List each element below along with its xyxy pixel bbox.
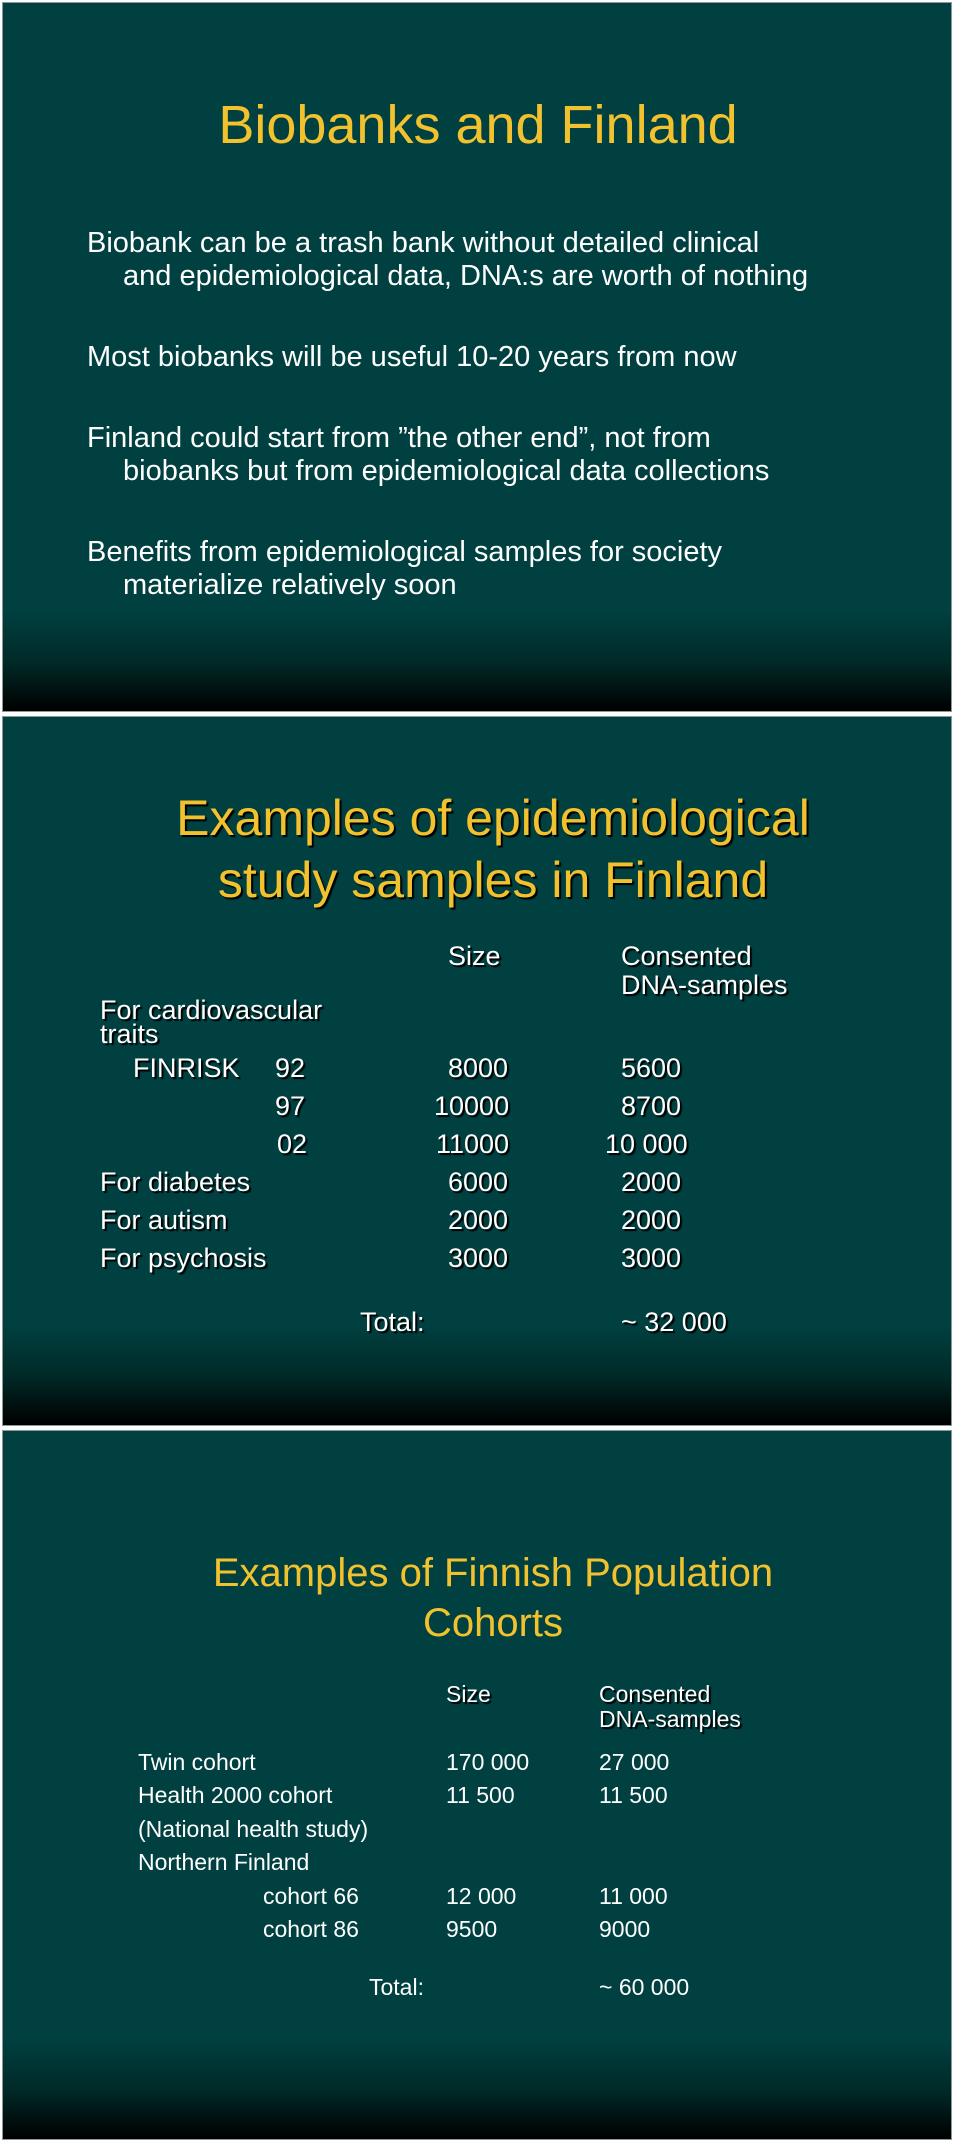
bullet-text: Finland could start from ”the other end”, not from [87,422,711,454]
slide1-bullet-1 [87,227,947,293]
column-header-dna-line1: Consented [621,941,752,971]
group-label-cardiovascular: For cardiovascular [100,995,323,1025]
slide1-title: Biobanks and Finland [218,95,738,155]
bullet-text: Benefits from epidemiological samples for society [87,536,723,568]
bullet-text: Most biobanks will be useful 10-20 years from now [87,341,737,373]
row-dna: 10 000 [605,1129,688,1159]
total-value: ~ 32 000 [621,1307,727,1337]
row-label: 92 [275,1053,306,1083]
column-header-size: Size [446,1681,491,1707]
slide1-bullet-2 [87,341,947,374]
row-dna: 8700 [621,1091,682,1121]
slide2-title-line1: Examples of epidemiological [176,790,810,846]
row-size: 3000 [448,1243,509,1273]
slide3-title-line2: Cohorts [422,1601,564,1645]
row-label: Health 2000 cohort [138,1782,333,1808]
row-label: 97 [275,1091,306,1121]
group-label-cardiovascular-cont: traits [100,1019,159,1049]
row-size: 9500 [446,1916,498,1942]
row-label: Twin cohort [138,1749,256,1775]
row-dna: 5600 [621,1053,682,1083]
slide1-bullet-4 [87,536,947,602]
row-size: 170 000 [446,1749,530,1775]
row-dna: 11 500 [599,1782,668,1808]
column-header-dna-line2: DNA-samples [621,970,788,1000]
row-dna: 3000 [621,1243,682,1273]
row-label: Northern Finland [138,1849,310,1875]
slide2-title-line2: study samples in Finland [217,852,769,908]
total-value: ~ 60 000 [599,1974,690,2000]
slide-finnish-population-cohorts [2,1430,952,2140]
row-size: 8000 [448,1053,509,1083]
row-label: For diabetes [100,1167,251,1197]
column-header-size: Size [448,941,501,971]
bullet-text: Biobank can be a trash bank without detailed clinical [87,227,760,259]
bullet-text-continued: and epidemiological data, DNA:s are worth of nothing [123,260,809,292]
row-dna: 11 000 [599,1883,668,1909]
row-label: 02 [277,1129,308,1159]
slide-biobanks-and-finland [2,2,952,712]
total-label: Total: [369,1974,424,2000]
bullet-text-continued: materialize relatively soon [123,569,457,601]
total-label: Total: [360,1307,425,1337]
row-size: 11 500 [446,1782,515,1808]
row-label: cohort 66 [263,1883,359,1909]
row-label: (National health study) [138,1816,369,1842]
row-dna: 27 000 [599,1749,670,1775]
row-dna: 9000 [599,1916,651,1942]
row-label: For autism [100,1205,228,1235]
row-size: 11000 [436,1129,510,1159]
row-size: 10000 [434,1091,510,1121]
row-label: cohort 86 [263,1916,359,1942]
slide1-bullet-3 [87,422,947,488]
row-dna: 2000 [621,1205,682,1235]
column-header-dna-line1: Consented [599,1681,711,1707]
row-size: 6000 [448,1167,509,1197]
row-dna: 2000 [621,1167,682,1197]
row-size: 2000 [448,1205,509,1235]
column-header-dna-line2: DNA-samples [599,1706,741,1732]
row-label: For psychosis [100,1243,267,1273]
finrisk-label: FINRISK [133,1053,240,1083]
row-size: 12 000 [446,1883,517,1909]
slide3-title-line1: Examples of Finnish Population [212,1551,774,1595]
bullet-text-continued: biobanks but from epidemiological data collections [123,455,770,487]
slide-epidemiological-samples [2,716,952,1426]
